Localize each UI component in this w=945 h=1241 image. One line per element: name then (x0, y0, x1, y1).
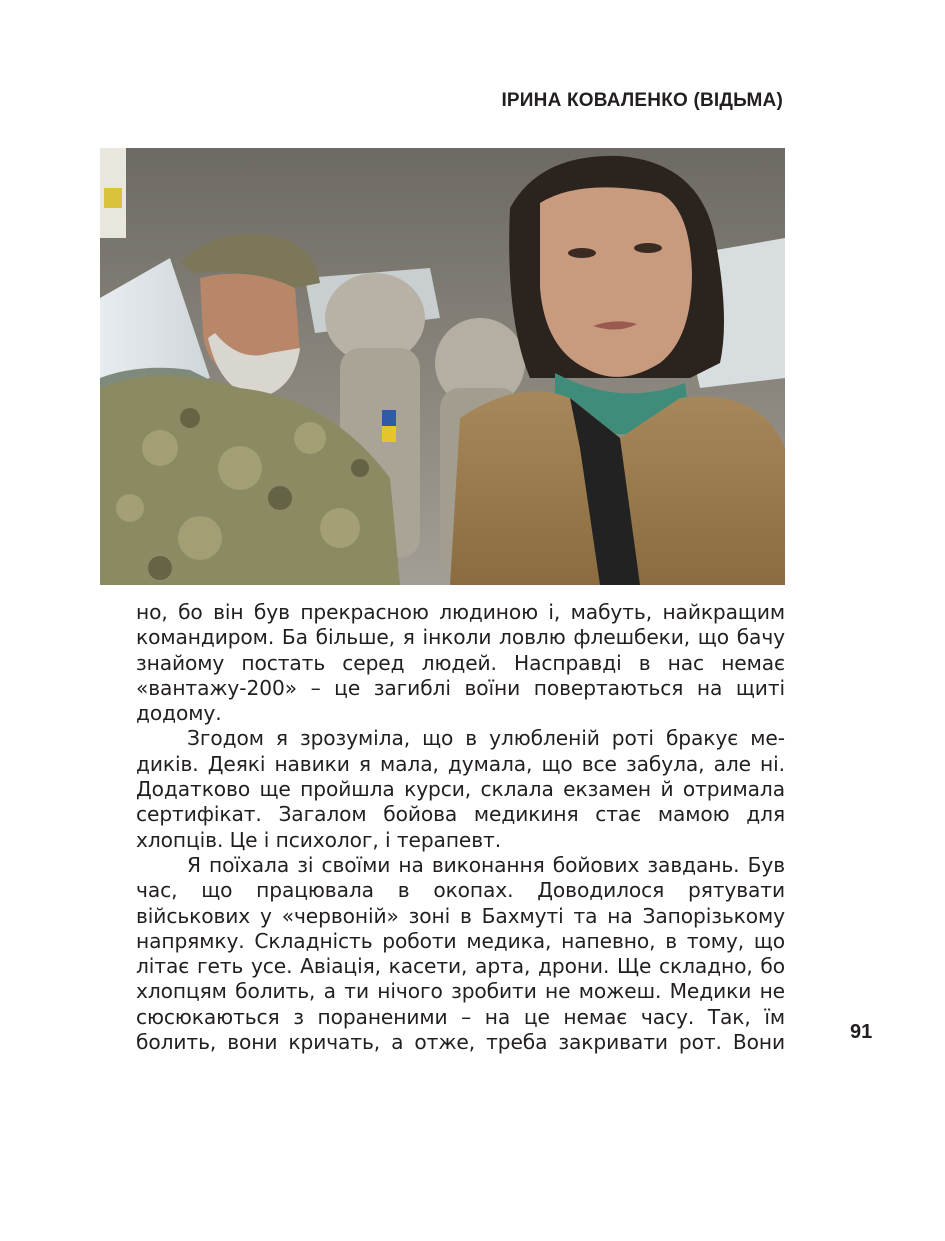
running-header: ІРИНА КОВАЛЕНКО (ВІДЬМА) (501, 90, 783, 111)
paragraph-2: Згодом я зрозуміла, що в улюбленій роті бракує медиків. Деякі навики я мала, думала, що все забула, але ні. Додатково ще пройшла курси, склала екзамен й отримала сертифікат. Загалом бойова медикиня стає мамою для хлопців. Це і психолог, і терапевт. (136, 726, 785, 852)
paragraph-1: но, бо він був прекрасною людиною і, мабуть, найкращим командиром. Ба більше, я інколи ловлю флешбеки, що бачу знайому постать серед людей. Насправді в нас немає «вантажу-200» – це загиблі воїни повертаються на щиті додому. (136, 600, 785, 726)
photo-illustration (100, 148, 785, 585)
page-number: 91 (850, 1021, 873, 1043)
body-text (136, 600, 785, 1055)
photo-soldiers-in-car (100, 148, 785, 585)
paragraph-3: Я поїхала зі своїми на виконання бойових завдань. Був час, що працювала в окопах. Доводилося рятувати військових у «червоній» зоні в Бахмуті та на Запорізькому напрямку. Складність роботи медика, напевно, в тому, що літає геть усе. Авіація, касети, арта, дрони. Ще складно, бо хлопцям болить, а ти нічого зробити не можеш. Медики не сюсюкаються з пораненими – на це немає часу. Так, їм болить, вони кричать, а отже, треба закривати рот. Вони (136, 852, 785, 1055)
